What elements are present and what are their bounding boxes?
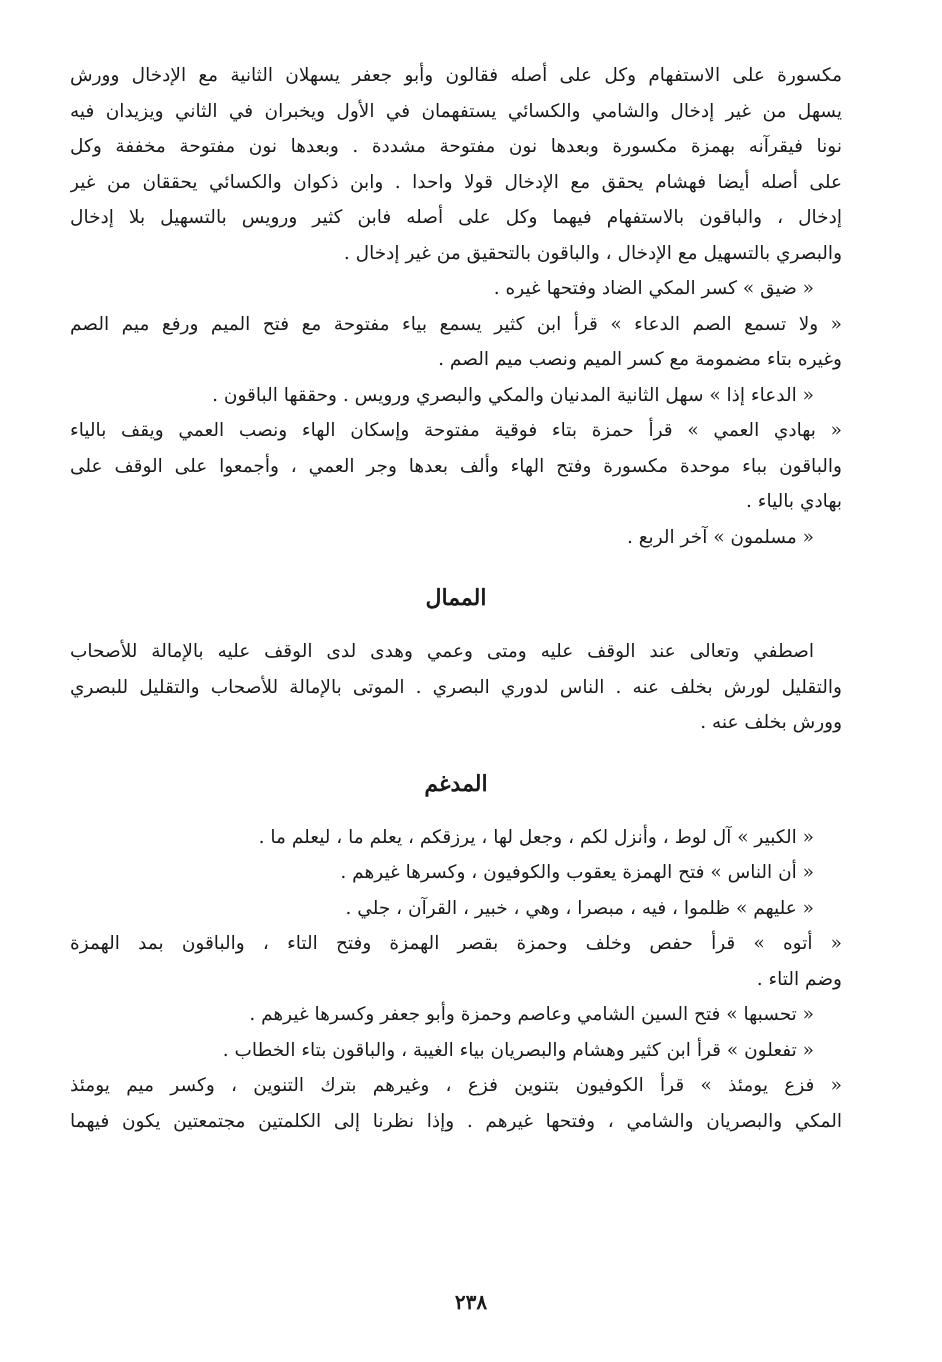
- entry-line: بهادي بالياء .: [745, 491, 842, 512]
- text-line: يسهل من غير إدخال والشامي والكسائي يستفهمان في الأول ويخبران في الثاني ويزيدان فيه: [70, 100, 842, 122]
- text-line: وورش بخلف عنه .: [700, 712, 842, 733]
- text-line: اصطفي وتعالى عند الوقف عليه ومتى وعمي وهدى لدى الوقف عليه بالإمالة للأصحاب: [70, 641, 814, 662]
- entry-line: « بهادي العمي » قرأ حمزة بتاء فوقية مفتوحة وإسكان الهاء ونصب العمي ويقف بالياء: [70, 420, 842, 441]
- entry-line: « مسلمون » آخر الربع .: [626, 526, 814, 548]
- entry-line: « ولا تسمع الصم الدعاء » قرأ ابن كثير يسمع بياء مفتوحة مع فتح الميم ورفع ميم الصم: [70, 313, 842, 335]
- text-line: مكسورة على الاستفهام وكل على أصله فقالون وأبو جعفر يسهلان الثانية مع الإدخال وورش: [70, 65, 842, 86]
- entry-line: « تفعلون » قرأ ابن كثير وهشام والبصريان بياء الغيبة ، والباقون بتاء الخطاب .: [222, 1039, 814, 1061]
- entry-line: « ضيق » كسر المكي الضاد وفتحها غيره .: [493, 278, 814, 299]
- entry-line: « عليهم » ظلموا ، فيه ، مبصرا ، وهي ، خبير ، القرآن ، جلي .: [345, 897, 814, 919]
- entry-line: وغيره بتاء مضمومة مع كسر الميم ونصب ميم الصم .: [438, 349, 842, 370]
- entry-list: [70, 271, 842, 555]
- entry-line: « الدعاء إذا » سهل الثانية المدنيان والمكي والبصري ورويس . وحققها الباقون .: [212, 384, 814, 406]
- page-body: [70, 58, 842, 1139]
- text-line: على أصله أيضا فهشام يحقق مع الإدخال قولا واحدا . وابن ذكوان والكسائي يحققان من غير: [70, 171, 842, 193]
- section-heading-mudgham: المدغم: [424, 770, 488, 797]
- entry-line: « فزع يومئذ » قرأ الكوفيون بتنوين فزع ، وغيرهم بترك التنوين ، وكسر ميم يومئذ: [70, 1075, 842, 1096]
- paragraph-mumal: [70, 634, 842, 741]
- entry-line: المكي والبصريان والشامي ، وفتحها غيرهم . وإذا نظرنا إلى الكلمتين مجتمعتين يكون فيهما: [70, 1110, 842, 1132]
- section-heading-mumal: الممال: [425, 585, 487, 611]
- entry-line: والباقون بباء موحدة مكسورة وفتح الهاء وألف بعدها وجر العمي ، وأجمعوا على الوقف على: [70, 455, 842, 477]
- entry-line: « أتوه » قرأ حفص وخلف وحمزة بقصر الهمزة وفتح التاء ، والباقون بمد الهمزة: [70, 933, 842, 954]
- text-line: والتقليل لورش بخلف عنه . الناس لدوري البصري . الموتى بالإمالة للأصحاب والتقليل للبصري: [70, 676, 842, 698]
- entry-list: [70, 820, 842, 1140]
- paragraph-continuation: [70, 58, 842, 271]
- entry-line: وضم التاء .: [756, 968, 842, 990]
- entry-line: « أن الناس » فتح الهمزة يعقوب والكوفيون ، وكسرها غيرهم .: [340, 862, 814, 883]
- text-line: نونا فيقرآنه بهمزة مكسورة وبعدها نون مفتوحة مشددة . وبعدها نون مفتوحة مخففة وكل: [70, 136, 842, 157]
- entry-line: « الكبير » آل لوط ، وأنزل لكم ، وجعل لها ، يرزقكم ، يعلم ما ، ليعلم ما .: [258, 826, 814, 848]
- page-number: ٢٣٨: [454, 1290, 488, 1314]
- text-line: إدخال ، والباقون بالاستفهام فيهما وكل على أصله فابن كثير ورويس بالتسهيل بلا إدخال: [70, 207, 842, 228]
- text-line: والبصري بالتسهيل مع الإدخال ، والباقون بالتحقيق من غير إدخال .: [343, 242, 842, 264]
- entry-line: « تحسبها » فتح السين الشامي وعاصم وحمزة وأبو جعفر وكسرها غيرهم .: [249, 1004, 814, 1025]
